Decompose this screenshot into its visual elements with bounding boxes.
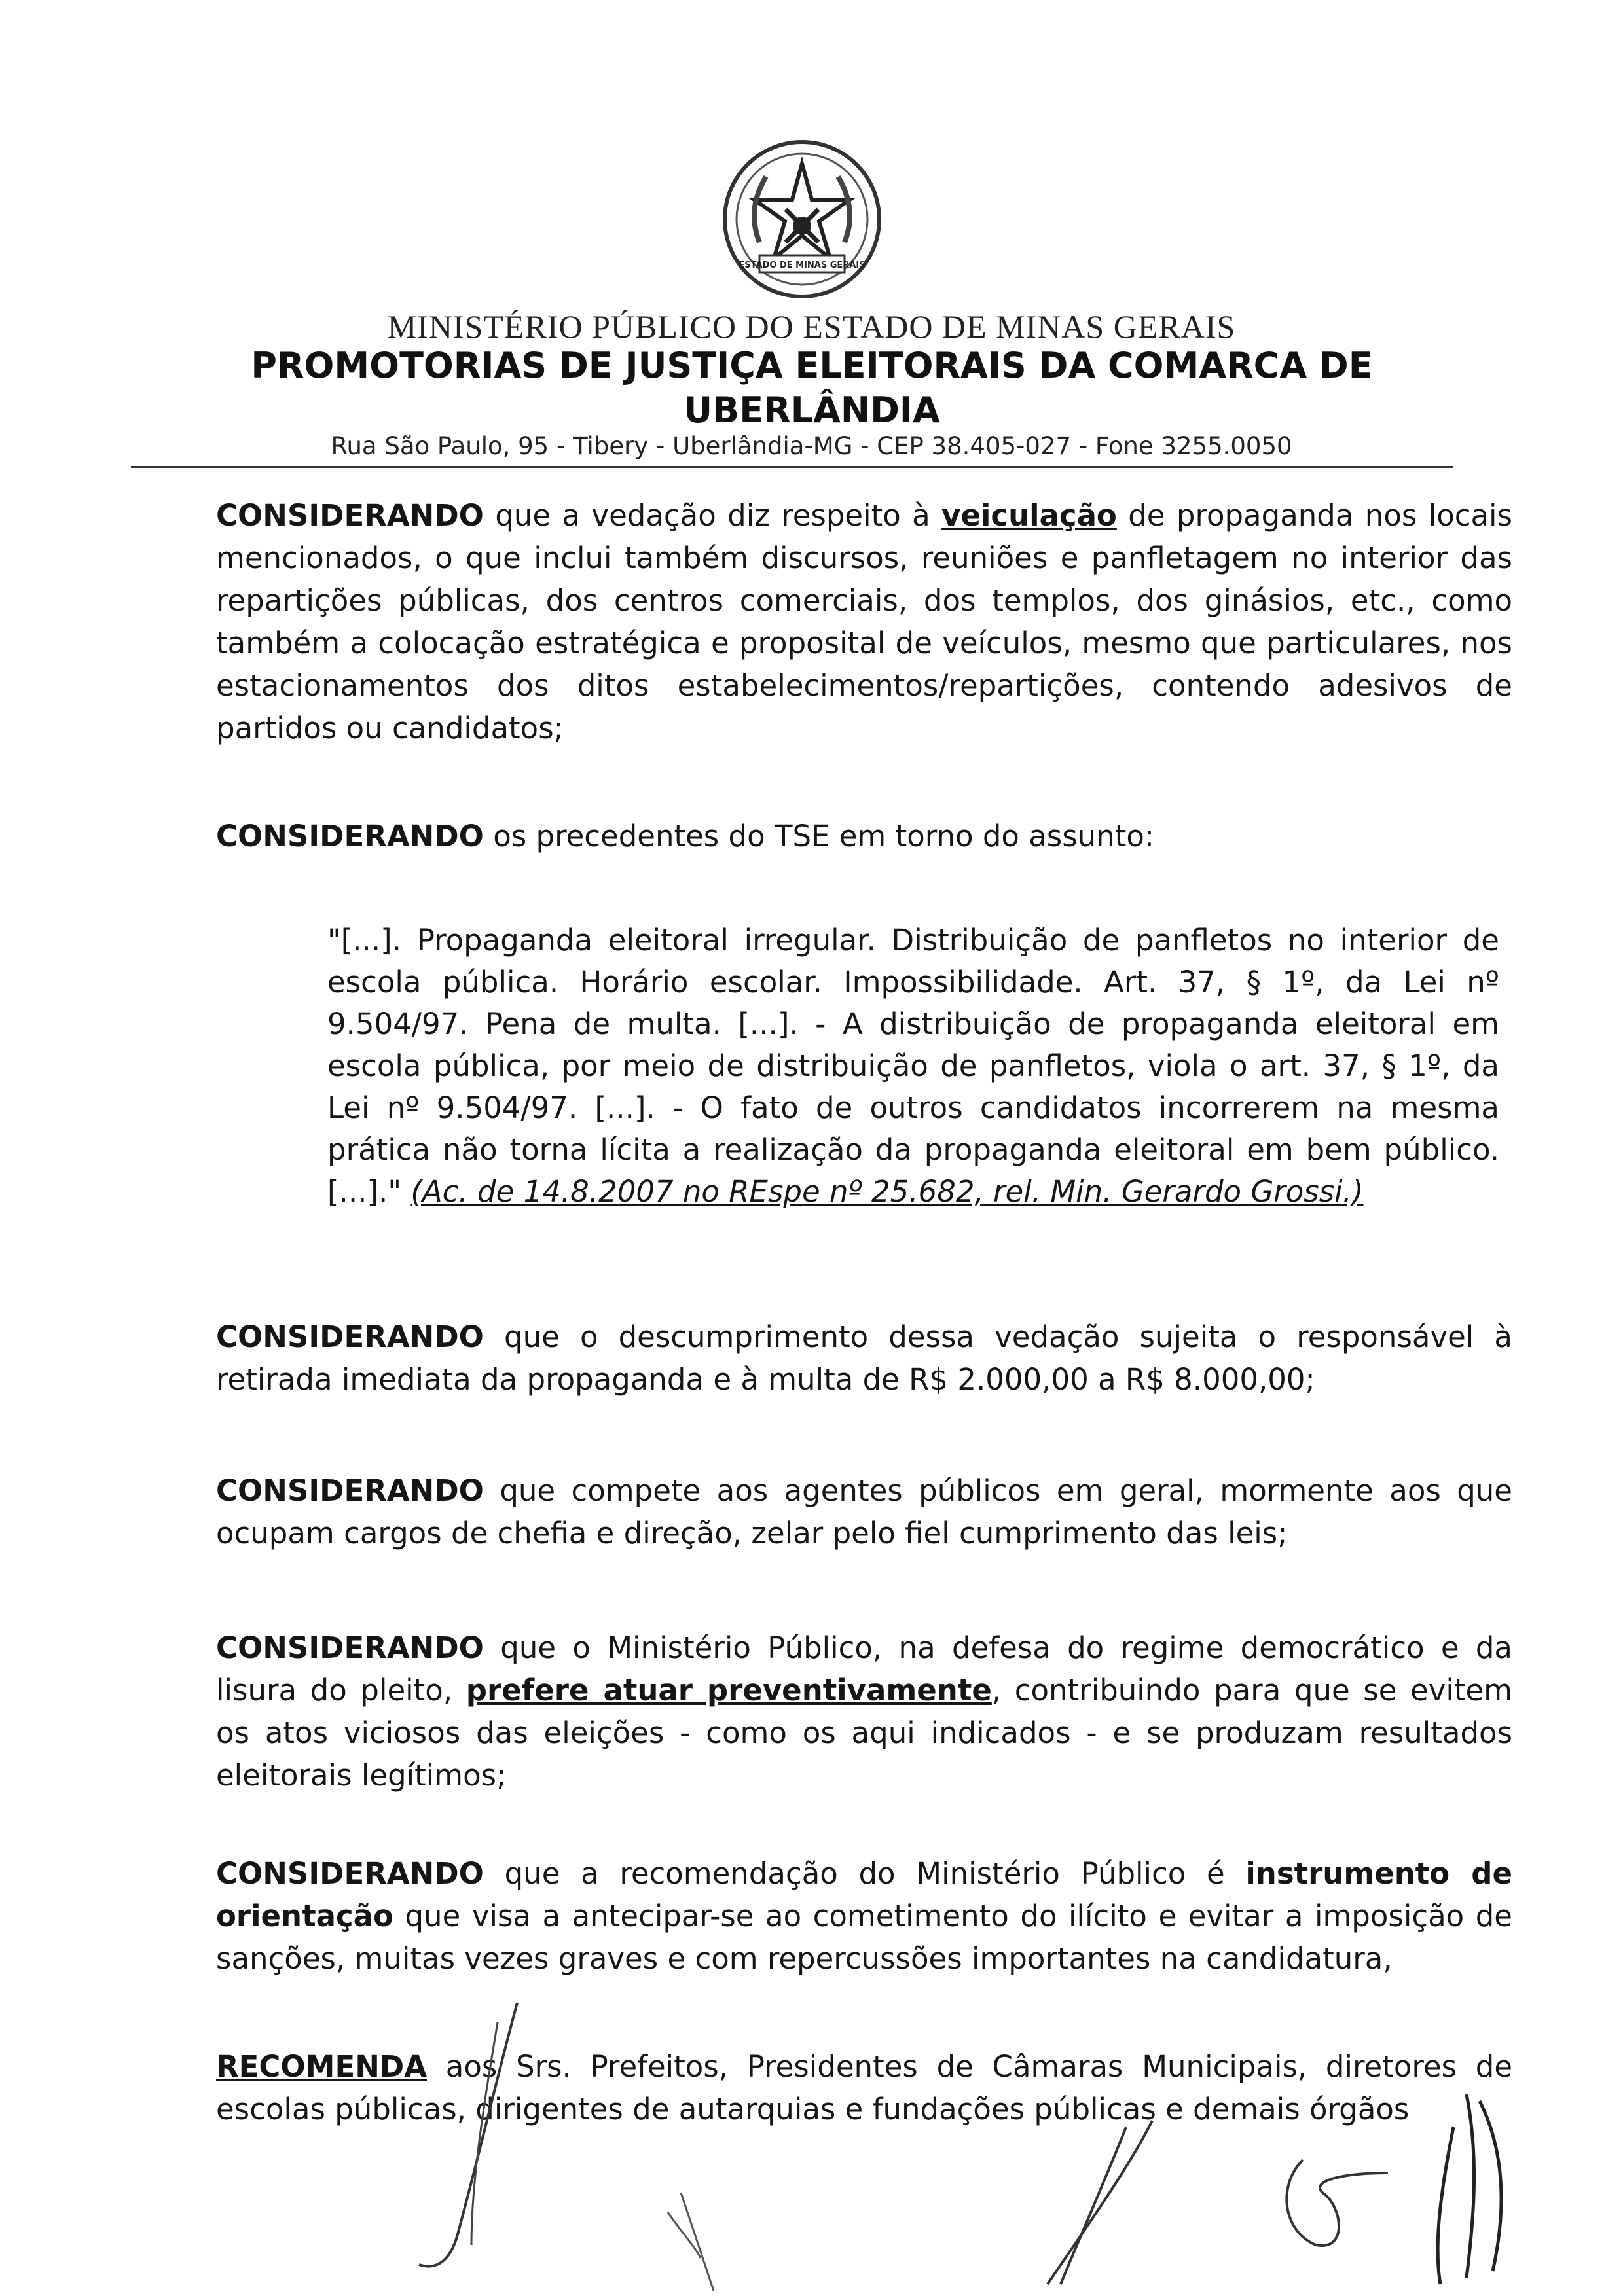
- quote-text: "[...]. Propaganda eleitoral irregular. Distribuição de panfletos no interior de escola pública. Horário escolar. Impossibilidade. Art. 37, § 1º, da Lei nº 9.504/97. Pena de multa. [...]. - A distribuição de propaganda eleitoral em escola pública, por meio de distribuição de panfletos, viola o art. 37, § 1º, da Lei nº 9.504/97. [...]. - O fato de outros candidatos incorrerem na mesma prática não torna lícita a realização da propaganda eleitoral em bem público. [...].": [327, 923, 1499, 1209]
- tse-precedent-quote: [327, 920, 1499, 1213]
- paragraph-considerando-3: [216, 1316, 1512, 1401]
- considerando-keyword: CONSIDERANDO: [216, 498, 484, 533]
- seal-text: ESTADO DE MINAS GERAIS: [739, 260, 866, 270]
- emphasis-preventivamente: prefere atuar preventivamente: [465, 1673, 992, 1708]
- paragraph-text: que a recomendação do Ministério Público é: [483, 1856, 1246, 1891]
- paragraph-text: aos Srs. Prefeitos, Presidentes de Câmaras Municipais, diretores de escolas públicas, dirigentes de autarquias e fundações públicas e demais órgãos: [216, 2049, 1512, 2126]
- emphasis-instrumento: instrumento de orientação: [216, 1856, 1512, 1933]
- paragraph-text: , contribuindo para que se evitem os atos viciosos das eleições - como os aqui indicados - e se produzam resultados eleitorais legítimos;: [216, 1673, 1513, 1793]
- considerando-keyword: CONSIDERANDO: [216, 1473, 484, 1508]
- paragraph-text: que compete aos agentes públicos em geral, mormente aos que ocupam cargos de chefia e direção, zelar pelo fiel cumprimento das leis;: [216, 1473, 1512, 1551]
- paragraph-considerando-1: [216, 494, 1512, 749]
- considerando-keyword: CONSIDERANDO: [216, 1630, 484, 1665]
- recomenda-keyword: RECOMENDA: [216, 2049, 428, 2084]
- considerando-keyword: CONSIDERANDO: [216, 1856, 484, 1891]
- considerando-keyword: CONSIDERANDO: [216, 1319, 484, 1354]
- paragraph-text: que o descumprimento dessa vedação sujeita o responsável à retirada imediata da propaganda e à multa de R$ 2.000,00 a R$ 8.000,00;: [216, 1319, 1512, 1397]
- paragraph-considerando-6: [216, 1852, 1512, 1980]
- paragraph-considerando-5: [216, 1626, 1512, 1797]
- paragraph-considerando-2: [216, 815, 1512, 857]
- coat-of-arms-seal: [720, 137, 884, 301]
- paragraph-text: que visa a antecipar-se ao cometimento do ilícito e evitar a imposição de sanções, muitas vezes graves e com repercussões importantes na candidatura,: [216, 1899, 1512, 1976]
- paragraph-text: de propaganda nos locais mencionados, o que inclui também discursos, reuniões e panfletagem no interior das repartições públicas, dos centros comerciais, dos templos, dos ginásios, etc., como também a colocação estratégica e proposital de veículos, mesmo que particulares, nos estacionamentos dos ditos estabelecimentos/repartições, contendo adesivos de partidos ou candidatos;: [216, 498, 1512, 745]
- paragraph-text: que o Ministério Público, na defesa do regime democrático e da lisura do pleito,: [216, 1630, 1512, 1708]
- address-line: Rua São Paulo, 95 - Tibery - Uberlândia-MG - CEP 38.405-027 - Fone 3255.0050: [331, 432, 1292, 460]
- ministry-name: MINISTÉRIO PÚBLICO DO ESTADO DE MINAS GERAIS: [387, 308, 1236, 345]
- paragraph-text: os precedentes do TSE em torno do assunto:: [483, 819, 1155, 853]
- emphasis-veiculacao: veiculação: [941, 498, 1117, 533]
- office-title: PROMOTORIAS DE JUSTIÇA ELEITORAIS DA COMARCA DE UBERLÂNDIA: [251, 345, 1373, 431]
- considerando-keyword: CONSIDERANDO: [216, 819, 484, 853]
- handwritten-signatures: [0, 1996, 1623, 2296]
- paragraph-considerando-4: [216, 1469, 1512, 1554]
- quote-citation: (Ac. de 14.8.2007 no REspe nº 25.682, rel. Min. Gerardo Grossi.): [410, 1174, 1364, 1209]
- paragraph-text: que a vedação diz respeito à: [483, 498, 942, 533]
- header-divider: [131, 466, 1453, 468]
